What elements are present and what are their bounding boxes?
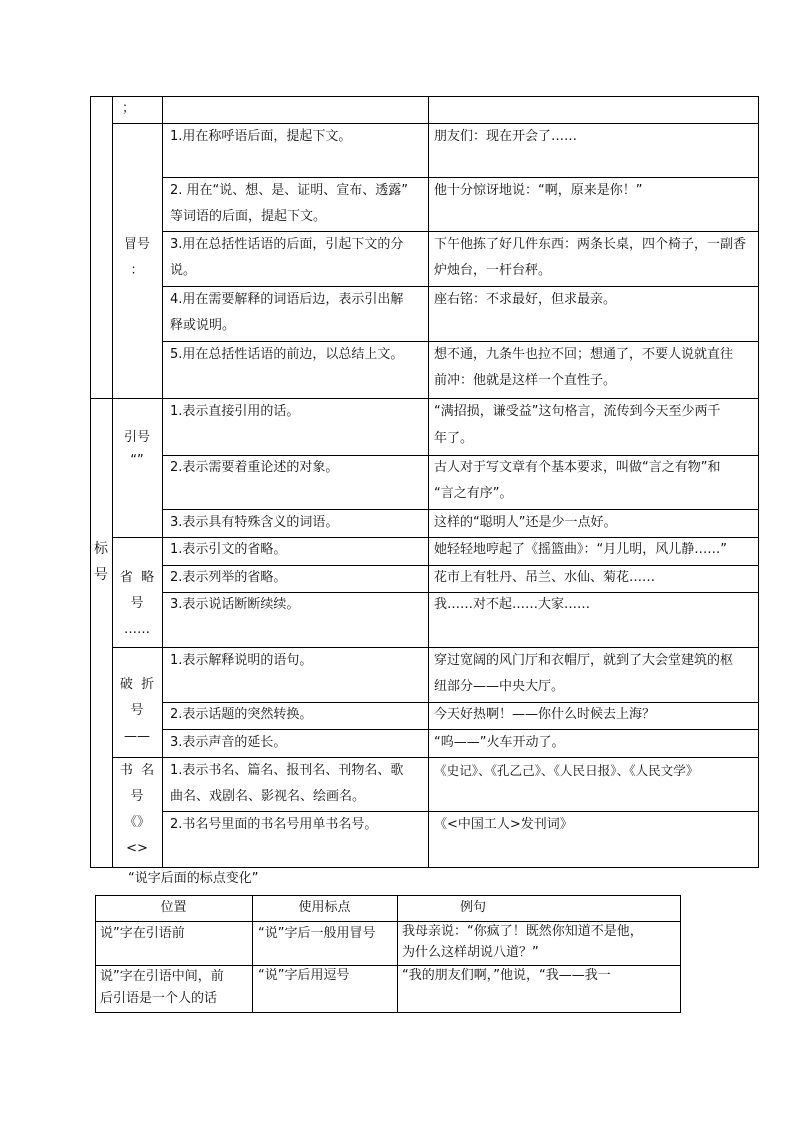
quote-example-3: 这样的“聪明人”还是少一点好。 bbox=[434, 515, 617, 530]
colon-usage-3b: 说。 bbox=[170, 263, 197, 278]
dash-example-3: “呜——”火车开动了。 bbox=[434, 735, 565, 750]
ellipsis-usage-3: 3.表示说话断断续续。 bbox=[170, 597, 300, 612]
dash-usage-2: 2.表示话题的突然转换。 bbox=[170, 707, 313, 722]
book-usage-2: 2.书名号里面的书名号用单书名号。 bbox=[170, 817, 378, 832]
dash-name-2: 号 bbox=[130, 703, 144, 718]
row1-position: 说”字在引语前 bbox=[100, 926, 185, 941]
biaohao-label-1: 标 bbox=[94, 541, 108, 557]
quote-symbol: “” bbox=[130, 453, 144, 468]
header-example: 例句 bbox=[460, 900, 487, 915]
dash-example-1a: 穿过宽阔的风门厅和衣帽厅，就到了大会堂建筑的枢 bbox=[434, 653, 734, 668]
colon-usage-5: 5.用在总括性话语的前边，以总结上文。 bbox=[170, 347, 404, 362]
ellipsis-example-1: 她轻轻地哼起了《摇篮曲》：“月儿明，风儿静……” bbox=[434, 542, 727, 557]
dash-symbol: —— bbox=[124, 729, 150, 744]
book-example-1: 《史记》、《孔乙己》、《人民日报》、《人民文学》 bbox=[434, 763, 699, 778]
row1-example-a: 我母亲说：“你疯了！既然你知道不是他， bbox=[402, 924, 643, 939]
colon-usage-4a: 4.用在需要解释的词语后边，表示引出解 bbox=[170, 292, 404, 307]
ellipsis-name: 省 略 bbox=[119, 570, 155, 585]
colon-usage-2b: 等词语的后面，提起下文。 bbox=[170, 209, 327, 224]
quote-example-1b: 年了。 bbox=[434, 431, 474, 446]
ellipsis-usage-2: 2.表示列举的省略。 bbox=[170, 570, 287, 585]
ellipsis-example-2: 花市上有牡丹、吊兰、水仙、菊花…… bbox=[434, 570, 656, 585]
row1-punct: “说”字后一般用冒号 bbox=[258, 926, 376, 941]
row1-example-b: 为什么这样胡说八道？” bbox=[402, 945, 539, 960]
dash-example-1b: 纽部分——中央大厅。 bbox=[434, 679, 565, 694]
quote-example-1a: “满招损，谦受益”这句格言，流传到今天至少两千 bbox=[434, 404, 721, 419]
quote-usage-2: 2.表示需要着重论述的对象。 bbox=[170, 460, 339, 475]
colon-symbol: ： bbox=[130, 263, 144, 278]
colon-name: 冒号 bbox=[123, 237, 150, 252]
dash-example-2: 今天好热啊！——你什么时候去上海？ bbox=[434, 707, 656, 722]
ellipsis-usage-1: 1.表示引文的省略。 bbox=[170, 542, 287, 557]
colon-example-5b: 前冲：他就是这样一个直性子。 bbox=[434, 373, 617, 388]
row2-punct: “说”字后用逗号 bbox=[258, 968, 350, 983]
book-name: 书 名 bbox=[119, 763, 155, 778]
ellipsis-name-2: 号 bbox=[130, 596, 144, 611]
header-position: 位置 bbox=[160, 900, 187, 915]
header-punctuation: 使用标点 bbox=[298, 900, 351, 915]
dash-usage-3: 3.表示声音的延长。 bbox=[170, 735, 287, 750]
semicolon-mark: ； bbox=[122, 101, 136, 116]
colon-example-1: 朋友们：现在开会了…… bbox=[434, 129, 578, 144]
row2-example: “我的朋友们啊，”他说，“我——我一 bbox=[402, 968, 611, 983]
row2-position-a: 说”字在引语中间，前 bbox=[100, 969, 224, 984]
colon-example-3a: 下午他拣了好几件东西：两条长桌，四个椅子，一副香 bbox=[434, 237, 747, 252]
colon-usage-1: 1.用在称呼语后面，提起下文。 bbox=[170, 129, 352, 144]
colon-usage-3a: 3.用在总括性话语的后面，引起下文的分 bbox=[170, 237, 404, 252]
ellipsis-example-3: 我……对不起……大家…… bbox=[434, 597, 591, 612]
book-symbol: 《》 bbox=[123, 815, 150, 830]
book-name-2: 号 bbox=[130, 789, 144, 804]
ellipsis-symbol: …… bbox=[124, 622, 150, 637]
colon-example-3b: 炉烛台，一杆台秤。 bbox=[434, 263, 552, 278]
biaohao-label-2: 号 bbox=[94, 567, 108, 583]
book-example-2: 《<中国工人>发刊词》 bbox=[434, 817, 573, 832]
quote-usage-3: 3.表示具有特殊含义的词语。 bbox=[170, 515, 339, 530]
book-symbol-single: <> bbox=[126, 841, 148, 856]
table-caption: “说字后面的标点变化” bbox=[128, 871, 259, 886]
colon-example-5a: 想不通，九条牛也拉不回；想通了，不要人说就直往 bbox=[434, 347, 734, 362]
book-usage-1a: 1.表示书名、篇名、报刊名、刊物名、歌 bbox=[170, 763, 404, 778]
colon-example-4: 座右铭：不求最好，但求最亲。 bbox=[434, 292, 617, 307]
quote-name: 引号 bbox=[123, 430, 150, 445]
colon-usage-4b: 释或说明。 bbox=[170, 318, 236, 333]
quote-example-2b: “言之有序”。 bbox=[434, 486, 513, 501]
quote-usage-1: 1.表示直接引用的话。 bbox=[170, 404, 300, 419]
colon-example-2: 他十分惊讶地说：“啊，原来是你！” bbox=[434, 183, 643, 198]
row2-position-b: 后引语是一个人的话 bbox=[100, 991, 218, 1006]
dash-name: 破 折 bbox=[119, 677, 155, 692]
dash-usage-1: 1.表示解释说明的语句。 bbox=[170, 653, 313, 668]
quote-example-2a: 古人对于写文章有个基本要求，叫做“言之有物”和 bbox=[434, 460, 721, 475]
colon-usage-2a: 2. 用在“说、想、是、证明、宣布、透露” bbox=[170, 183, 409, 198]
book-usage-1b: 曲名、戏剧名、影视名、绘画名。 bbox=[170, 789, 366, 804]
